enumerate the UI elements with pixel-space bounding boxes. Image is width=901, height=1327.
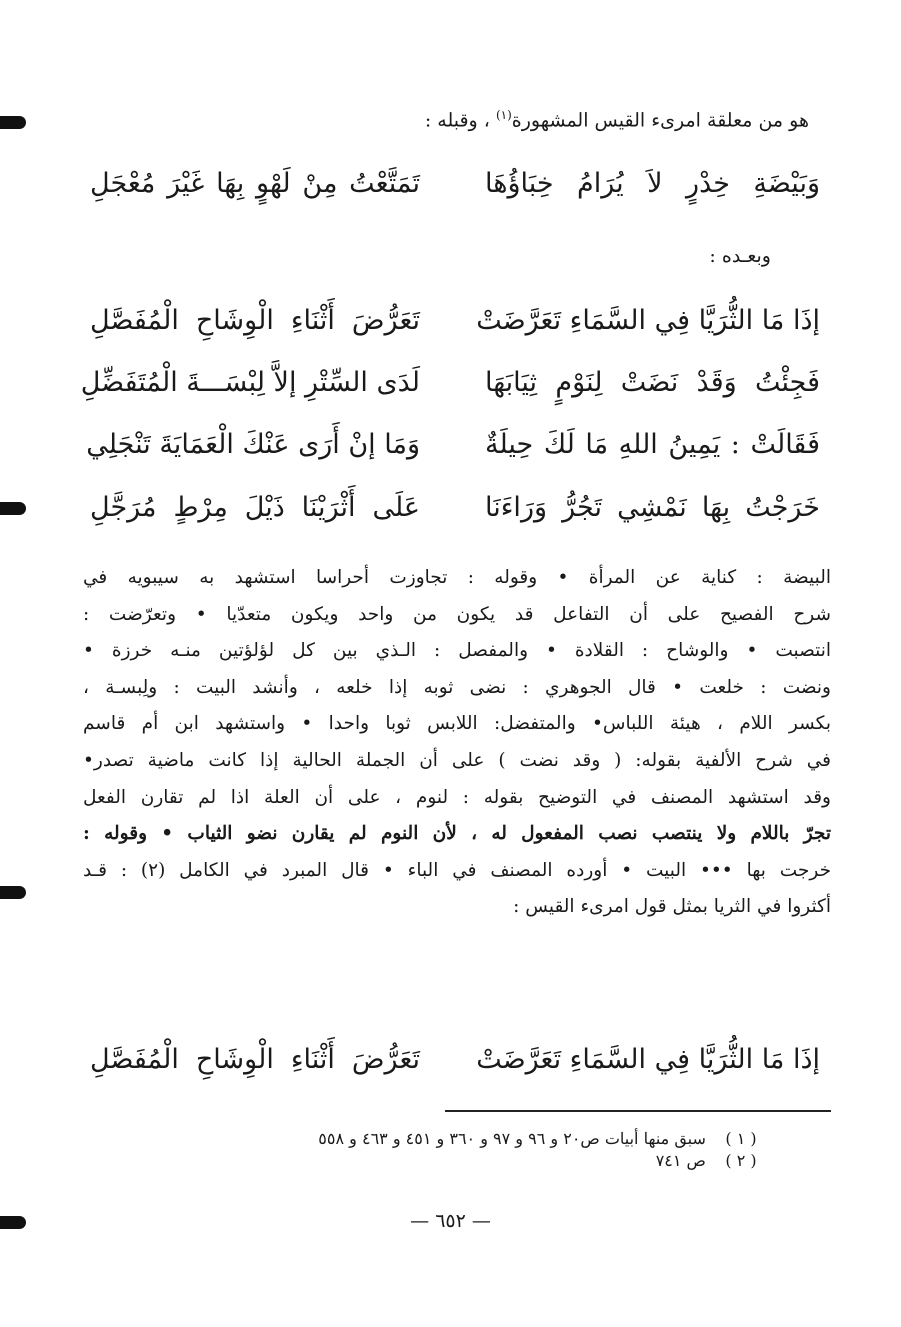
footnotes (81, 1128, 771, 1172)
footnote-text: سبق منها أبيات ص٢٠ و ٩٦ و ٩٧ و ٣٦٠ و ٤٥١ و ٤٦٣ و ٥٥٨ (318, 1129, 706, 1148)
page-number: — ٦٥٢ — (410, 1210, 491, 1232)
intro-tail: ، وقبله : (424, 109, 490, 132)
verse-first-hemistich: إذَا مَا الثُّرَيَّا فِي السَّمَاءِ تَعَرَّضَتْ (476, 1044, 820, 1075)
footnote-number: ( ١ ) (725, 1129, 757, 1148)
verse-second-hemistich: وَمَا إنْ أَرَى عَنْكَ الْعَمَايَةَ تَنْجَلِي (86, 429, 420, 460)
verse-first-hemistich: فَجِئْتُ وَقَدْ نَضَتْ لِنَوْمٍ ثِيَابَهَا (485, 367, 820, 398)
commentary-line: ونضت : خلعت • قال الجوهري : نضى ثوبه إذا خلعه ، وأنشد البيت : ولِبسـة ، (83, 676, 831, 698)
verse-before (90, 160, 820, 208)
verse-second-hemistich: تَعَرُّضَ أَثْنَاءِ الْوِشَاحِ الْمُفَصَّلِ (90, 305, 420, 336)
commentary-line: أكثروا في الثريا بمثل قول امرىء القيس : (513, 896, 831, 918)
commentary-line: البيضة : كناية عن المرأة • وقوله : تجاوزت أحراسا استشهد به سيبويه في (83, 567, 831, 588)
commentary-line: خرجت بها ••• البيت • أورده المصنف في الباء • قال المبرد في الكامل (٢) : قـد (83, 859, 831, 881)
edge-binding-mark (0, 116, 26, 129)
verse-2 (80, 359, 820, 407)
verse-second-hemistich: تَعَرُّضَ أَثْنَاءِ الْوِشَاحِ الْمُفَصَّلِ (90, 1044, 420, 1075)
verse-second-hemistich: تَمَتَّعْتُ مِنْ لَهْوٍ بِهَا غَيْرَ مُعْجَلِ (90, 168, 420, 199)
verse-4 (90, 484, 820, 532)
commentary-line: بكسر اللام ، هيئة اللباس• والمتفضل: اللابس ثوبا واحدا • واستشهد ابن أم قاسم (83, 713, 831, 735)
commentary-line: وقد استشهد المصنف في التوضيح بقوله : لنوم ، على أن العلة اذا لم تقارن الفعل (83, 786, 831, 808)
footnote-divider (445, 1110, 831, 1112)
intro-line (89, 100, 809, 135)
footnote-text: ص ٧٤١ (655, 1151, 706, 1170)
footnote (81, 1150, 771, 1172)
verse-closing (90, 1036, 820, 1084)
commentary-line: انتصبت • والوشاح : القلادة • والمفصل : الـذي بين كل لؤلؤتين منـه خرزة • (83, 640, 831, 662)
commentary-line: شرح الفصيح على أن التفاعل قد يكون من واحد ويكون متعدّيا • وتعرّضت : (83, 603, 831, 625)
verse-first-hemistich: فَقَالَتْ : يَمِينُ اللهِ مَا لَكَ حِيلَةٌ (485, 429, 820, 460)
footnote-number: ( ٢ ) (725, 1151, 757, 1170)
verse-1 (90, 297, 820, 345)
verse-3 (86, 421, 820, 469)
verse-first-hemistich: وَبَيْضَةِ خِدْرٍ لاَ يُرَامُ خِبَاؤُهَا (485, 168, 820, 199)
commentary-line: في شرح الألفية بقوله: ( وقد نضت ) على أن الجملة الحالية إذا كانت ماضية تصدر• (83, 749, 831, 771)
intro-text: هو من معلقة امرىء القيس المشهورة (511, 109, 809, 132)
edge-binding-mark (0, 886, 26, 899)
edge-binding-mark (0, 502, 26, 515)
verse-first-hemistich: خَرَجْتُ بِهَا نَمْشِي تَجُرُّ وَرَاءَنَا (485, 492, 820, 523)
verse-second-hemistich: لَدَى السِّتْرِ إلاَّ لِبْسَـــةَ الْمُتَفَضِّلِ (80, 367, 420, 398)
footnote-ref: (١) (495, 108, 512, 122)
footnote (81, 1128, 771, 1150)
commentary-block (83, 560, 831, 926)
after-label: وبعـده : (709, 245, 771, 267)
verse-second-hemistich: عَلَى أَثْرَيْنَا ذَيْلَ مِرْطٍ مُرَجَّلِ (90, 492, 420, 523)
verse-first-hemistich: إذَا مَا الثُّرَيَّا فِي السَّمَاءِ تَعَرَّضَتْ (476, 305, 820, 336)
commentary-line: تجرّ باللام ولا ينتصب نصب المفعول له ، لأن النوم لم يقارن نضو الثياب • وقوله : (83, 823, 831, 845)
